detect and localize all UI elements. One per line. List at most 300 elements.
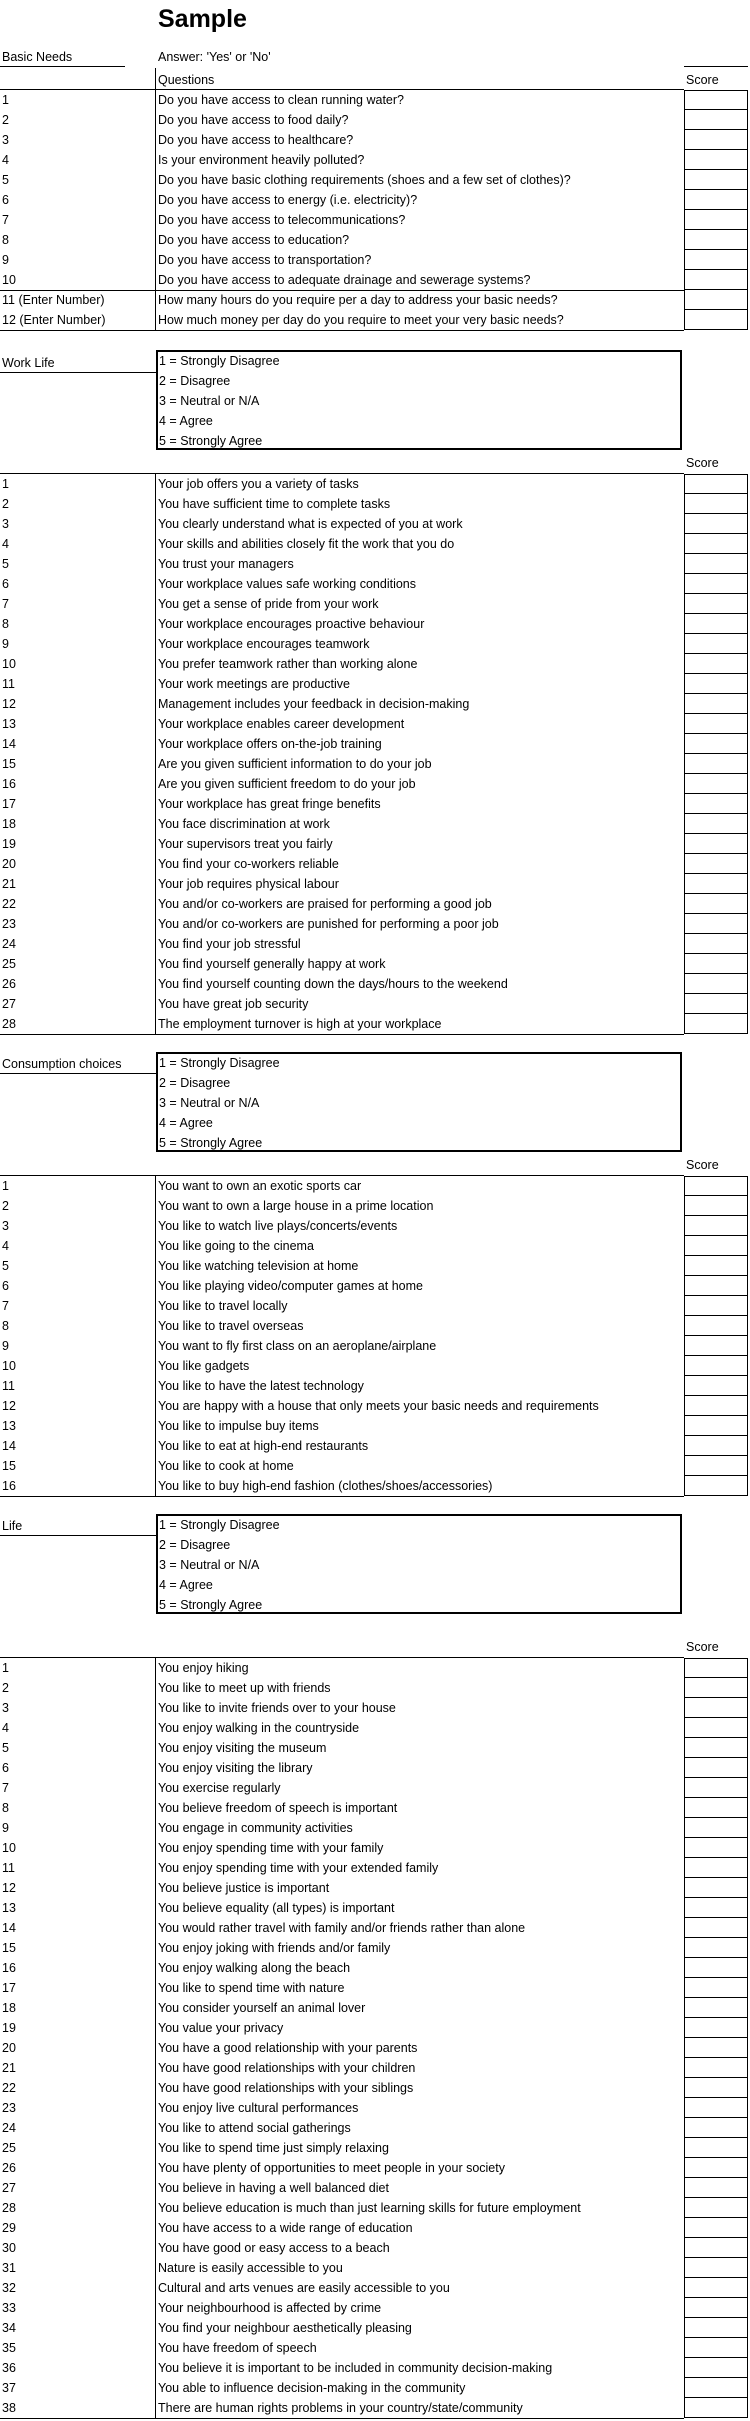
question-text: Do you have access to energy (i.e. electricity)?	[158, 193, 418, 207]
row-number: 22	[2, 2081, 16, 2095]
score-cell[interactable]	[684, 90, 748, 110]
question-text: You want to own a large house in a prime location	[158, 1199, 434, 1213]
row-number: 30	[2, 2241, 16, 2255]
table-row	[0, 1436, 750, 1456]
score-cell[interactable]	[684, 2118, 748, 2138]
row-number: 13	[2, 1901, 16, 1915]
question-text: You enjoy visiting the museum	[158, 1741, 327, 1755]
row-number: 32	[2, 2281, 16, 2295]
score-cell[interactable]	[684, 1978, 748, 1998]
score-cell[interactable]	[684, 250, 748, 270]
row-number: 4	[2, 537, 9, 551]
table-row	[0, 914, 750, 934]
table-row	[0, 1778, 750, 1798]
question-text: You find yourself counting down the days/hours to the weekend	[158, 977, 508, 991]
table-row	[0, 1898, 750, 1918]
question-text: Do you have access to adequate drainage and sewerage systems?	[158, 273, 531, 287]
question-text: You clearly understand what is expected of you at work	[158, 517, 463, 531]
question-text: You like to travel locally	[158, 1299, 288, 1313]
score-cell[interactable]	[684, 1176, 748, 1196]
score-cell[interactable]	[684, 2138, 748, 2158]
table-row	[0, 1758, 750, 1778]
score-cell[interactable]	[684, 1698, 748, 1718]
row-number: 13	[2, 717, 16, 731]
row-number: 7	[2, 1781, 9, 1795]
row-number: 38	[2, 2401, 16, 2415]
score-cell[interactable]	[684, 1476, 748, 1496]
score-cell[interactable]	[684, 1416, 748, 1436]
table-row	[0, 2038, 750, 2058]
score-cell[interactable]	[684, 2398, 748, 2418]
question-text: You have sufficient time to complete tasks	[158, 497, 391, 511]
score-cell[interactable]	[684, 2318, 748, 2338]
score-cell[interactable]	[684, 1296, 748, 1316]
legend-item: 2 = Disagree	[159, 1076, 231, 1090]
row-number: 7	[2, 213, 9, 227]
question-text: You believe freedom of speech is important	[158, 1801, 398, 1815]
table-row	[0, 1196, 750, 1216]
score-cell[interactable]	[684, 934, 748, 954]
table-row	[0, 894, 750, 914]
table-row	[0, 2318, 750, 2338]
question-text: Your workplace enables career development	[158, 717, 405, 731]
score-cell[interactable]	[684, 2358, 748, 2378]
question-text: You like gadgets	[158, 1359, 250, 1373]
table-row	[0, 2098, 750, 2118]
row-number: 12	[2, 1881, 16, 1895]
score-cell[interactable]	[684, 1938, 748, 1958]
row-number: 22	[2, 897, 16, 911]
row-number: 3	[2, 517, 9, 531]
row-number: 8	[2, 1801, 9, 1815]
consumption-legend	[156, 1052, 682, 1152]
score-cell[interactable]	[684, 1236, 748, 1256]
question-text: You like to meet up with friends	[158, 1681, 331, 1695]
score-cell[interactable]	[684, 854, 748, 874]
score-cell[interactable]	[684, 1778, 748, 1798]
question-text: You believe it is important to be included in community decision-making	[158, 2361, 553, 2375]
table-row	[0, 554, 750, 574]
question-text: You enjoy spending time with your family	[158, 1841, 384, 1855]
table-row	[0, 1918, 750, 1938]
table-row	[0, 774, 750, 794]
question-text: Your workplace values safe working conditions	[158, 577, 417, 591]
question-text: You want to fly first class on an aeroplane/airplane	[158, 1339, 437, 1353]
row-number: 5	[2, 1259, 9, 1273]
question-text: Do you have access to clean running water?	[158, 93, 404, 107]
score-cell[interactable]	[684, 894, 748, 914]
question-text: Are you given sufficient information to do your job	[158, 757, 432, 771]
row-number: 9	[2, 1339, 9, 1353]
table-row	[0, 2198, 750, 2218]
row-number: 6	[2, 577, 9, 591]
table-row	[0, 1356, 750, 1376]
table-row	[0, 934, 750, 954]
row-number: 6	[2, 1761, 9, 1775]
score-cell[interactable]	[684, 2338, 748, 2358]
score-header-consumption: Score	[686, 1158, 719, 1172]
row-number: 23	[2, 2101, 16, 2115]
score-cell[interactable]	[684, 2098, 748, 2118]
legend-item: 3 = Neutral or N/A	[159, 1558, 260, 1572]
question-text: Do you have access to transportation?	[158, 253, 372, 267]
table-row	[0, 1978, 750, 1998]
score-cell[interactable]	[684, 954, 748, 974]
legend-item: 1 = Strongly Disagree	[159, 1518, 280, 1532]
question-text: You like watching television at home	[158, 1259, 359, 1273]
row-number: 26	[2, 977, 16, 991]
table-row	[0, 170, 750, 190]
score-cell[interactable]	[684, 1196, 748, 1216]
row-number: 2	[2, 497, 9, 511]
question-text: You have good or easy access to a beach	[158, 2241, 390, 2255]
question-text: There are human rights problems in your country/state/community	[158, 2401, 523, 2415]
work-life-table	[0, 474, 750, 1034]
score-cell[interactable]	[684, 2158, 748, 2178]
score-cell[interactable]	[684, 1898, 748, 1918]
question-text: Your job requires physical labour	[158, 877, 339, 891]
score-cell[interactable]	[684, 1356, 748, 1376]
question-text: You have good relationships with your siblings	[158, 2081, 414, 2095]
legend-item: 4 = Agree	[159, 1116, 213, 1130]
question-text: You enjoy spending time with your extended family	[158, 1861, 439, 1875]
row-number: 4	[2, 1721, 9, 1735]
table-row	[0, 2278, 750, 2298]
score-cell[interactable]	[684, 1316, 748, 1336]
table-row	[0, 2238, 750, 2258]
question-text: Your skills and abilities closely fit the work that you do	[158, 537, 455, 551]
score-cell[interactable]	[684, 554, 748, 574]
row-number: 5	[2, 1741, 9, 1755]
score-cell[interactable]	[684, 2078, 748, 2098]
table-row	[0, 2058, 750, 2078]
question-text: You would rather travel with family and/or friends rather than alone	[158, 1921, 526, 1935]
row-number: 8	[2, 233, 9, 247]
row-number: 23	[2, 917, 16, 931]
score-cell[interactable]	[684, 674, 748, 694]
score-cell[interactable]	[684, 734, 748, 754]
score-cell[interactable]	[684, 2218, 748, 2238]
question-text: Nature is easily accessible to you	[158, 2261, 343, 2275]
score-cell[interactable]	[684, 1758, 748, 1778]
question-text: You enjoy visiting the library	[158, 1761, 313, 1775]
table-row	[0, 2138, 750, 2158]
question-text: You enjoy walking along the beach	[158, 1961, 351, 1975]
row-number: 28	[2, 1017, 16, 1031]
row-number: 2	[2, 113, 9, 127]
score-cell[interactable]	[684, 210, 748, 230]
question-text: You find your neighbour aesthetically pleasing	[158, 2321, 412, 2335]
table-row	[0, 1216, 750, 1236]
row-number: 5	[2, 557, 9, 571]
question-text: Your workplace encourages teamwork	[158, 637, 370, 651]
score-header-basic: Score	[686, 73, 719, 87]
table-row	[0, 1958, 750, 1978]
question-text: You face discrimination at work	[158, 817, 330, 831]
row-number: 29	[2, 2221, 16, 2235]
score-cell[interactable]	[684, 1818, 748, 1838]
table-row	[0, 474, 750, 494]
row-number: 28	[2, 2201, 16, 2215]
question-text: You have plenty of opportunities to meet people in your society	[158, 2161, 505, 2175]
question-text: You get a sense of pride from your work	[158, 597, 379, 611]
score-cell[interactable]	[684, 1658, 748, 1678]
score-cell[interactable]	[684, 1396, 748, 1416]
table-row	[0, 1718, 750, 1738]
score-cell[interactable]	[684, 714, 748, 734]
score-cell[interactable]	[684, 914, 748, 934]
score-cell[interactable]	[684, 514, 748, 534]
question-text: You have great job security	[158, 997, 309, 1011]
row-number: 1	[2, 477, 9, 491]
score-cell[interactable]	[684, 1678, 748, 1698]
row-number: 36	[2, 2361, 16, 2375]
question-text: You have good relationships with your children	[158, 2061, 416, 2075]
score-cell[interactable]	[684, 110, 748, 130]
table-row	[0, 1236, 750, 1256]
table-row	[0, 2018, 750, 2038]
score-cell[interactable]	[684, 2058, 748, 2078]
score-cell[interactable]	[684, 974, 748, 994]
score-cell[interactable]	[684, 2378, 748, 2398]
score-cell[interactable]	[684, 1858, 748, 1878]
question-text: Your workplace offers on-the-job training	[158, 737, 382, 751]
score-cell[interactable]	[684, 474, 748, 494]
score-cell[interactable]	[684, 2038, 748, 2058]
score-cell[interactable]	[684, 1918, 748, 1938]
score-cell[interactable]	[684, 310, 748, 330]
table-row	[0, 2358, 750, 2378]
score-cell[interactable]	[684, 634, 748, 654]
question-text: You enjoy walking in the countryside	[158, 1721, 360, 1735]
score-cell[interactable]	[684, 1216, 748, 1236]
question-text: You like to buy high-end fashion (clothes/shoes/accessories)	[158, 1479, 493, 1493]
table-row	[0, 2378, 750, 2398]
table-row	[0, 694, 750, 714]
row-number: 2	[2, 1199, 9, 1213]
row-number: 3	[2, 133, 9, 147]
score-cell[interactable]	[684, 1958, 748, 1978]
table-row	[0, 794, 750, 814]
row-number: 17	[2, 797, 16, 811]
question-text: You value your privacy	[158, 2021, 284, 2035]
question-text: You like going to the cinema	[158, 1239, 314, 1253]
legend-item: 3 = Neutral or N/A	[159, 1096, 260, 1110]
score-cell[interactable]	[684, 534, 748, 554]
score-cell[interactable]	[684, 170, 748, 190]
table-row	[0, 1276, 750, 1296]
score-cell[interactable]	[684, 1276, 748, 1296]
table-row	[0, 1376, 750, 1396]
score-cell[interactable]	[684, 2018, 748, 2038]
row-number: 7	[2, 597, 9, 611]
table-row	[0, 674, 750, 694]
row-number: 12 (Enter Number)	[2, 313, 106, 327]
score-cell[interactable]	[684, 774, 748, 794]
table-row	[0, 514, 750, 534]
score-cell[interactable]	[684, 574, 748, 594]
row-number: 15	[2, 1941, 16, 1955]
table-row	[0, 2118, 750, 2138]
score-cell[interactable]	[684, 814, 748, 834]
row-number: 24	[2, 2121, 16, 2135]
score-cell[interactable]	[684, 1256, 748, 1276]
table-row	[0, 2178, 750, 2198]
row-number: 34	[2, 2321, 16, 2335]
work-life-legend	[156, 350, 682, 450]
score-cell[interactable]	[684, 1376, 748, 1396]
score-cell[interactable]	[684, 290, 748, 310]
row-number: 10	[2, 1359, 16, 1373]
table-row	[0, 834, 750, 854]
table-row	[0, 1878, 750, 1898]
score-cell[interactable]	[684, 834, 748, 854]
question-text: You consider yourself an animal lover	[158, 2001, 366, 2015]
score-cell[interactable]	[684, 1014, 748, 1034]
row-number: 12	[2, 697, 16, 711]
table-row	[0, 90, 750, 110]
life-table	[0, 1658, 750, 2418]
score-cell[interactable]	[684, 694, 748, 714]
score-cell[interactable]	[684, 2238, 748, 2258]
question-text: You believe equality (all types) is important	[158, 1901, 395, 1915]
score-cell[interactable]	[684, 1838, 748, 1858]
table-row	[0, 230, 750, 250]
score-cell[interactable]	[684, 994, 748, 1014]
basic-needs-table	[0, 90, 750, 330]
row-number: 6	[2, 193, 9, 207]
table-row	[0, 2258, 750, 2278]
row-number: 13	[2, 1419, 16, 1433]
answer-hint: Answer: 'Yes' or 'No'	[158, 50, 271, 64]
question-text: You engage in community activities	[158, 1821, 353, 1835]
basic-needs-label: Basic Needs	[2, 50, 73, 64]
question-text: Do you have access to food daily?	[158, 113, 349, 127]
table-row	[0, 2158, 750, 2178]
question-text: How much money per day do you require to meet your very basic needs?	[158, 313, 564, 327]
question-text: The employment turnover is high at your workplace	[158, 1017, 442, 1031]
score-cell[interactable]	[684, 2178, 748, 2198]
score-cell[interactable]	[684, 874, 748, 894]
table-row	[0, 854, 750, 874]
score-header-life: Score	[686, 1640, 719, 1654]
table-row	[0, 1858, 750, 1878]
row-number: 5	[2, 173, 9, 187]
question-text: You like to spend time with nature	[158, 1981, 345, 1995]
legend-item: 5 = Strongly Agree	[159, 434, 263, 448]
score-cell[interactable]	[684, 270, 748, 290]
row-number: 11	[2, 1379, 15, 1393]
legend-item: 1 = Strongly Disagree	[159, 354, 280, 368]
question-text: You find your co-workers reliable	[158, 857, 339, 871]
question-text: You find yourself generally happy at work	[158, 957, 386, 971]
row-number: 19	[2, 2021, 16, 2035]
work-life-label: Work Life	[2, 356, 55, 370]
table-row	[0, 190, 750, 210]
legend-item: 4 = Agree	[159, 1578, 213, 1592]
table-row	[0, 2298, 750, 2318]
question-text: You believe in having a well balanced diet	[158, 2181, 389, 2195]
row-number: 24	[2, 937, 16, 951]
score-cell[interactable]	[684, 190, 748, 210]
row-number: 14	[2, 737, 16, 751]
row-number: 10	[2, 1841, 16, 1855]
score-cell[interactable]	[684, 654, 748, 674]
question-text: Is your environment heavily polluted?	[158, 153, 365, 167]
question-text: You enjoy joking with friends and/or family	[158, 1941, 391, 1955]
score-cell[interactable]	[684, 614, 748, 634]
score-cell[interactable]	[684, 1436, 748, 1456]
question-text: You exercise regularly	[158, 1781, 281, 1795]
question-text: You like to eat at high-end restaurants	[158, 1439, 369, 1453]
score-cell[interactable]	[684, 2278, 748, 2298]
question-text: Do you have access to telecommunications?	[158, 213, 406, 227]
score-cell[interactable]	[684, 794, 748, 814]
table-row	[0, 250, 750, 270]
score-cell[interactable]	[684, 2258, 748, 2278]
table-row	[0, 574, 750, 594]
row-number: 11	[2, 1861, 15, 1875]
score-cell[interactable]	[684, 594, 748, 614]
table-row	[0, 714, 750, 734]
row-number: 8	[2, 1319, 9, 1333]
score-cell[interactable]	[684, 2198, 748, 2218]
score-cell[interactable]	[684, 2298, 748, 2318]
table-row	[0, 1998, 750, 2018]
row-number: 20	[2, 857, 16, 871]
score-cell[interactable]	[684, 494, 748, 514]
question-text: Are you given sufficient freedom to do your job	[158, 777, 416, 791]
score-cell[interactable]	[684, 754, 748, 774]
question-text: Your workplace has great fringe benefits	[158, 797, 381, 811]
table-row	[0, 1336, 750, 1356]
table-row	[0, 734, 750, 754]
score-cell[interactable]	[684, 1798, 748, 1818]
score-cell[interactable]	[684, 1878, 748, 1898]
question-text: You find your job stressful	[158, 937, 301, 951]
row-number: 3	[2, 1701, 9, 1715]
table-row	[0, 1476, 750, 1496]
row-number: 35	[2, 2341, 16, 2355]
question-text: You like to travel overseas	[158, 1319, 304, 1333]
question-text: Do you have basic clothing requirements (shoes and a few set of clothes)?	[158, 173, 571, 187]
score-cell[interactable]	[684, 1718, 748, 1738]
row-number: 18	[2, 2001, 16, 2015]
row-number: 15	[2, 1459, 16, 1473]
table-row	[0, 2078, 750, 2098]
question-text: You believe justice is important	[158, 1881, 330, 1895]
score-cell[interactable]	[684, 1336, 748, 1356]
page-title: Sample	[158, 5, 247, 33]
row-number: 25	[2, 2141, 16, 2155]
row-number: 27	[2, 2181, 16, 2195]
row-number: 25	[2, 957, 16, 971]
table-row	[0, 654, 750, 674]
table-row	[0, 310, 750, 330]
row-number: 27	[2, 997, 16, 1011]
question-text: You and/or co-workers are praised for performing a good job	[158, 897, 492, 911]
score-cell[interactable]	[684, 1998, 748, 2018]
score-cell[interactable]	[684, 1738, 748, 1758]
score-cell[interactable]	[684, 1456, 748, 1476]
row-number: 14	[2, 1439, 16, 1453]
question-text: Your workplace encourages proactive behaviour	[158, 617, 425, 631]
score-cell[interactable]	[684, 130, 748, 150]
score-cell[interactable]	[684, 230, 748, 250]
table-row	[0, 994, 750, 1014]
questions-header: Questions	[158, 73, 215, 87]
score-cell[interactable]	[684, 150, 748, 170]
